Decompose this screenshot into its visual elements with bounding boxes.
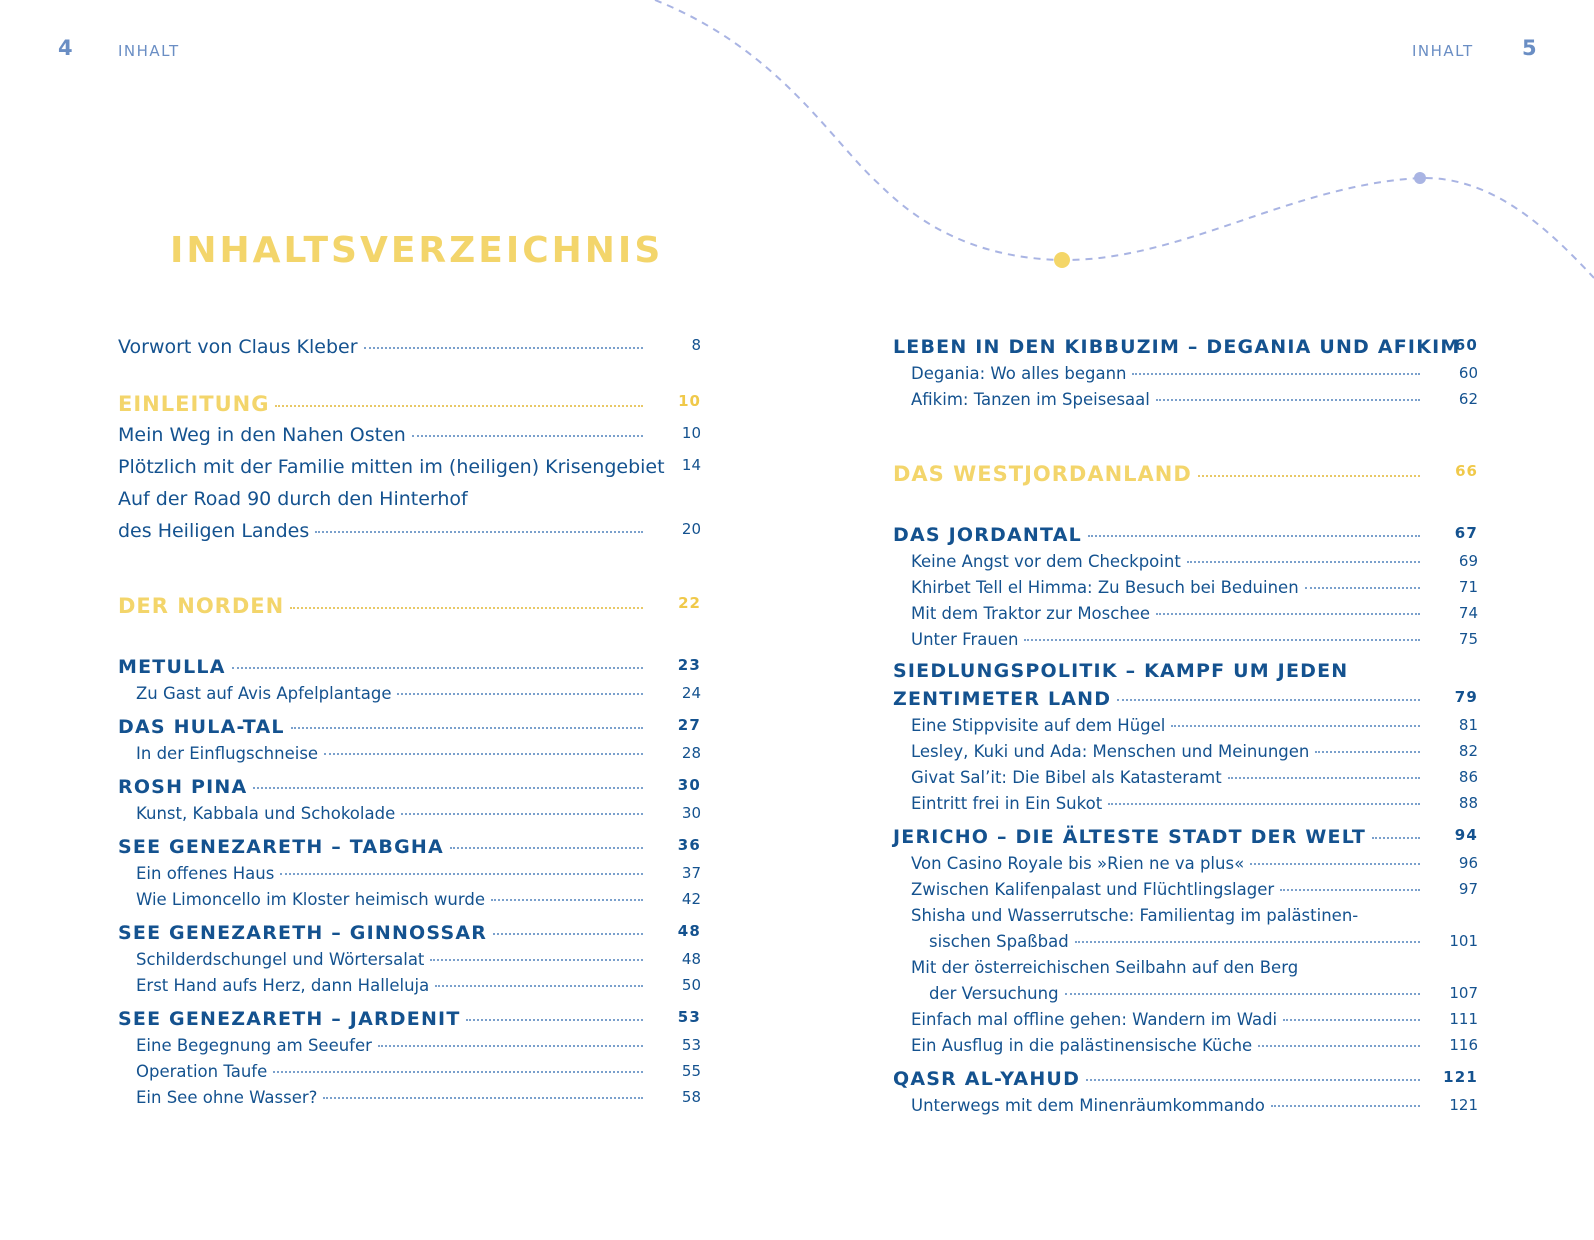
dot-leader [466,1019,643,1021]
dot-leader [493,933,643,935]
toc-entry-page: 53 [681,1036,701,1054]
toc-entry-label: Ein See ohne Wasser? [136,1088,318,1107]
toc-entry-page: 69 [1458,552,1478,570]
dot-leader [253,787,643,789]
toc-chapter [893,524,1478,546]
dot-leader [1283,1019,1420,1021]
toc-chapter [118,716,701,738]
toc-entry-page: 20 [681,520,701,538]
toc-entry-label: des Heiligen Landes [118,520,310,542]
toc-chapter-label: LEBEN IN DEN KIBBUZIM – DEGANIA UND AFIKIM [893,336,1461,358]
toc-entry-page: 28 [681,744,701,762]
dot-leader [324,753,643,755]
dot-leader [1075,941,1420,943]
toc-chapter [893,826,1478,848]
toc-entry [911,768,1478,787]
dot-leader [315,531,643,533]
toc-section [118,594,701,618]
toc-entry-label: Keine Angst vor dem Checkpoint [911,552,1181,571]
toc-entry [911,716,1478,735]
dot-leader [1228,777,1420,779]
dot-leader [1088,535,1420,537]
toc-entry [911,578,1478,597]
toc-section-label: EINLEITUNG [118,392,270,416]
toc-entry-label: In der Einflugschneise [136,744,319,763]
toc-entry [911,1036,1478,1055]
toc-entry [911,604,1478,623]
toc-entry [136,864,701,883]
toc-entry [118,336,701,358]
toc-chapter-page: 48 [677,922,701,940]
toc-entry-page: 111 [1449,1010,1478,1028]
toc-entry [136,1036,701,1055]
toc-section-page: 66 [1455,462,1478,480]
toc-entry-label: Plötzlich mit der Familie mitten im (heiligen) Krisengebiet [118,456,665,478]
toc-entry [911,854,1478,873]
toc-entry [136,1062,701,1081]
toc-entry [911,630,1478,649]
toc-entry-label: sischen Spaßbad [929,932,1069,951]
dot-leader [1065,993,1420,995]
dot-leader [1132,373,1420,375]
toc-entry-label: Von Casino Royale bis »Rien ne va plus« [911,854,1245,873]
toc-chapter [118,656,701,678]
dot-leader [1271,1105,1420,1107]
toc-entry-page: 14 [681,456,701,474]
toc-chapter [893,336,1478,358]
dot-leader [1156,399,1420,401]
dot-leader [397,693,643,695]
toc-entry-label: Unterwegs mit dem Minenräumkommando [911,1096,1265,1115]
toc-entry-page: 97 [1458,880,1478,898]
right-page-number: 5 [1522,36,1537,60]
toc-entry-page: 82 [1458,742,1478,760]
dot-leader [280,873,643,875]
toc-entry-page: 101 [1449,932,1478,950]
toc-entry-label: Auf der Road 90 durch den Hinterhof [118,488,468,510]
toc-entry-label: Einfach mal offline gehen: Wandern im Wadi [911,1010,1278,1029]
toc-entry-label: Shisha und Wasserrutsche: Familientag im palästinen- [911,906,1359,925]
toc-entry [911,1010,1478,1029]
toc-chapter-label: ROSH PINA [118,776,248,798]
dot-leader [1258,1045,1420,1047]
toc-entry-page: 71 [1458,578,1478,596]
toc-chapter-page: 121 [1443,1068,1478,1086]
toc-chapter [118,836,701,858]
toc-chapter-label: SEE GENEZARETH – TABGHA [118,836,444,858]
dot-leader [1156,613,1420,615]
dot-leader [1198,475,1420,477]
toc-entry-label: Degania: Wo alles begann [911,364,1127,383]
toc-entry-page: 24 [681,684,701,702]
toc-chapter-label: DAS JORDANTAL [893,524,1082,546]
dot-leader [1250,863,1420,865]
toc-entry-page: 42 [681,890,701,908]
toc-chapter-label: METULLA [118,656,226,678]
toc-chapter-label: JERICHO – DIE ÄLTESTE STADT DER WELT [893,826,1367,848]
toc-entry-label: Unter Frauen [911,630,1019,649]
toc-entry-page: 55 [681,1062,701,1080]
toc-entry-label: Khirbet Tell el Himma: Zu Besuch bei Beduinen [911,578,1299,597]
dot-leader [430,959,643,961]
toc-entry-page: 74 [1458,604,1478,622]
dot-leader [1171,725,1420,727]
toc-entry-label: Eine Begegnung am Seeufer [136,1036,372,1055]
toc-entry-label: Zwischen Kalifenpalast und Flüchtlingslager [911,880,1275,899]
toc-entry-label: Vorwort von Claus Kleber [118,336,358,358]
toc-entry-page: 48 [681,950,701,968]
toc-entry [911,880,1478,899]
toc-entry-page: 96 [1458,854,1478,872]
toc-chapter-page: 94 [1454,826,1478,844]
toc-chapter-page: 67 [1454,524,1478,542]
toc-entry [911,742,1478,761]
toc-section-page: 22 [678,594,701,612]
toc-entry-label: Wie Limoncello im Kloster heimisch wurde [136,890,486,909]
toc-entry-page: 10 [681,424,701,442]
dot-leader [412,435,643,437]
toc-chapter-page: 79 [1454,688,1478,706]
left-page-number: 4 [58,36,73,60]
dot-leader [275,405,643,407]
toc-entry [911,364,1478,383]
dot-leader [291,727,643,729]
toc-chapter-page: 30 [677,776,701,794]
dot-leader [1024,639,1420,641]
toc-chapter [118,776,701,798]
dot-leader [435,985,643,987]
toc-entry [136,950,701,969]
toc-chapter-page: 23 [677,656,701,674]
toc-chapter-page: 36 [677,836,701,854]
toc-entry-label: Mit der österreichischen Seilbahn auf den Berg [911,958,1299,977]
toc-entry-label: Mein Weg in den Nahen Osten [118,424,406,446]
toc-chapter-label: ZENTIMETER LAND [893,688,1112,710]
toc-entry-label: Givat Sal’it: Die Bibel als Katasteramt [911,768,1222,787]
toc-chapter-page: 27 [677,716,701,734]
dot-leader [1117,699,1420,701]
toc-entry-label: Ein Ausflug in die palästinensische Küche [911,1036,1253,1055]
toc-entry [911,1096,1478,1115]
dot-leader [401,813,643,815]
toc-section [118,392,701,416]
dot-leader [1372,837,1420,839]
dot-leader [364,347,643,349]
toc-entry [911,390,1478,409]
page-title: INHALTSVERZEICHNIS [170,230,664,271]
dot-leader [1280,889,1420,891]
toc-chapter [893,1068,1478,1090]
toc-entry-page: 60 [1458,364,1478,382]
toc-entry [136,684,701,703]
toc-section-page: 10 [678,392,701,410]
dot-leader [491,899,643,901]
toc-entry-page: 116 [1449,1036,1478,1054]
toc-entry-page: 121 [1449,1096,1478,1114]
toc-entry-page: 37 [681,864,701,882]
toc-entry [911,552,1478,571]
toc-entry-label: Afikim: Tanzen im Speisesaal [911,390,1150,409]
dot-leader [1187,561,1420,563]
blue-dot [1414,172,1426,184]
toc-section [893,462,1478,486]
dot-leader [1315,751,1420,753]
toc-entry [118,520,701,542]
toc-chapter-label: SEE GENEZARETH – GINNOSSAR [118,922,488,944]
toc-entry [136,804,701,823]
toc-entry-label: der Versuchung [929,984,1059,1003]
toc-entry [929,984,1478,1003]
dot-leader [1305,587,1420,589]
toc-entry-page: 58 [681,1088,701,1106]
toc-chapter-page: 53 [677,1008,701,1026]
toc-chapter-label: SEE GENEZARETH – JARDENIT [118,1008,461,1030]
toc-entry-label: Erst Hand aufs Herz, dann Halleluja [136,976,430,995]
toc-entry [136,976,701,995]
toc-entry-label: Operation Taufe [136,1062,268,1081]
toc-chapter [118,1008,701,1030]
dot-leader [1086,1079,1420,1081]
toc-entry-page: 62 [1458,390,1478,408]
dot-leader [378,1045,643,1047]
toc-entry-label: Ein offenes Haus [136,864,275,883]
toc-entry-page: 30 [681,804,701,822]
toc-entry-label: Kunst, Kabbala und Schokolade [136,804,396,823]
toc-entry [136,890,701,909]
toc-chapter [893,688,1478,710]
toc-entry-page: 50 [681,976,701,994]
toc-entry-label: Schilderdschungel und Wörtersalat [136,950,425,969]
toc-entry-page: 86 [1458,768,1478,786]
toc-entry-label: Zu Gast auf Avis Apfelplantage [136,684,392,703]
toc-entry-page: 75 [1458,630,1478,648]
toc-chapter-page: 60 [1454,336,1478,354]
dot-leader [290,607,643,609]
toc-entry [136,1088,701,1107]
toc-entry [136,744,701,763]
dot-leader [232,667,643,669]
toc-section-label: DER NORDEN [118,594,285,618]
dot-leader [450,847,643,849]
toc-section-label: DAS WESTJORDANLAND [893,462,1192,486]
toc-chapter-label: DAS HULA-TAL [118,716,285,738]
left-running-head: INHALT [118,42,180,60]
yellow-dot [1054,252,1070,268]
dot-leader [1108,803,1420,805]
toc-chapter-label: QASR AL-YAHUD [893,1068,1081,1090]
dot-leader [273,1071,643,1073]
toc-entry-label: Eine Stippvisite auf dem Hügel [911,716,1166,735]
toc-entry-page: 8 [691,336,701,354]
toc-entry-page: 88 [1458,794,1478,812]
toc-entry-label: Mit dem Traktor zur Moschee [911,604,1151,623]
toc-entry-label: Eintritt frei in Ein Sukot [911,794,1103,813]
right-running-head: INHALT [1412,42,1474,60]
toc-entry [118,424,701,446]
toc-entry-label: Lesley, Kuki und Ada: Menschen und Meinungen [911,742,1310,761]
toc-entry [911,794,1478,813]
toc-entry-page: 81 [1458,716,1478,734]
toc-chapter-label: SIEDLUNGSPOLITIK – KAMPF UM JEDEN [893,660,1349,682]
dot-leader [323,1097,643,1099]
toc-entry [118,456,701,478]
toc-entry [929,932,1478,951]
toc-entry-page: 107 [1449,984,1478,1002]
toc-chapter [118,922,701,944]
